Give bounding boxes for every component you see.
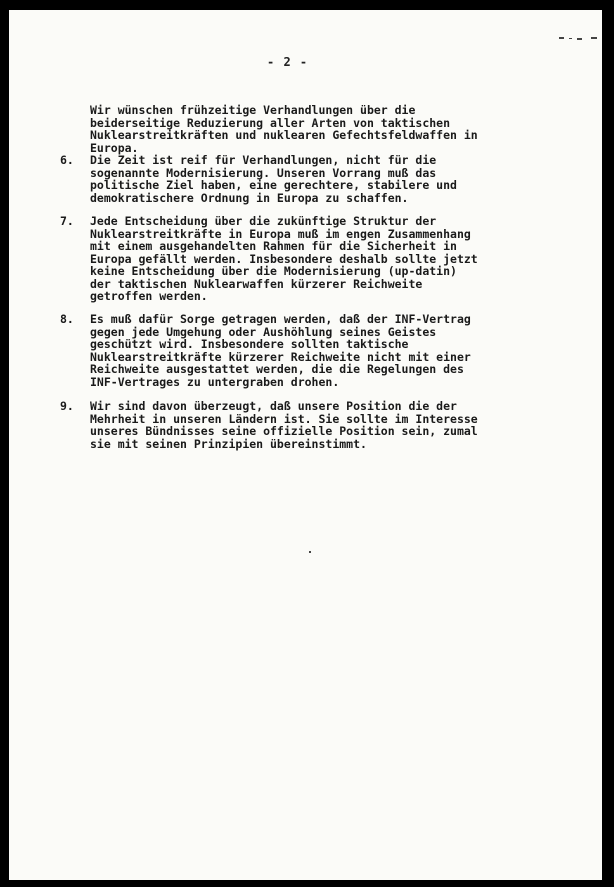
document-page	[9, 10, 602, 880]
scan-mark	[559, 37, 564, 39]
text-line: Jede Entscheidung über die zukünftige Struktur der	[90, 214, 437, 228]
text-line: geschützt wird. Insbesondere sollten taktische	[90, 337, 409, 351]
text-line: Nuklearstreitkräfte in Europa muß im engen Zusammenhang	[90, 226, 471, 241]
page-number: - 2 -	[267, 55, 309, 69]
paragraph-number: 8.	[60, 312, 74, 326]
text-line: Wir sind davon überzeugt, daß unsere Position die der	[90, 399, 457, 413]
paragraph-lines	[90, 104, 478, 154]
text-line: unseres Bündnisses seine offizielle Position sein, zumal	[90, 424, 478, 438]
paragraph-lines	[90, 400, 478, 450]
text-line: sogenannte Modernisierung. Unseren Vorrang muß das	[90, 165, 437, 180]
text-line: mit einem ausgehandelten Rahmen für die Sicherheit in	[90, 239, 457, 253]
paragraph-lines	[90, 215, 478, 303]
text-line: Nuklearstreitkräften und nuklearen Gefechtsfeldwaffen in	[90, 128, 478, 142]
text-line: sie mit seinen Prinzipien übereinstimmt.	[90, 436, 367, 451]
text-line: der taktischen Nuklearwaffen kürzerer Reichweite	[90, 276, 423, 291]
text-line: INF-Vertrages zu untergraben drohen.	[90, 374, 340, 389]
text-line: Wir wünschen frühzeitige Verhandlungen über die	[90, 103, 416, 117]
text-line: Europa.	[90, 140, 139, 155]
scan-mark	[309, 551, 311, 553]
paragraph-lines	[90, 313, 471, 388]
scan-mark	[569, 38, 572, 39]
text-line: demokratischere Ordnung in Europa zu schaffen.	[90, 190, 409, 205]
text-line: getroffen werden.	[90, 289, 208, 303]
text-line: Es muß dafür Sorge getragen werden, daß der INF-Vertrag	[90, 312, 471, 326]
paragraph-lines	[90, 154, 457, 204]
text-line: politische Ziel haben, eine gerechtere, stabilere und	[90, 178, 457, 192]
text-line: Mehrheit in unseren Ländern ist. Sie sollte im Interesse	[90, 411, 478, 426]
scan-mark	[591, 37, 597, 39]
paragraph-number: 6.	[60, 153, 74, 167]
text-line: Reichweite ausgestattet werden, die die Regelungen des	[90, 362, 464, 376]
text-line: beiderseitige Reduzierung aller Arten von taktischen	[90, 115, 451, 130]
text-line: Nuklearstreitkräfte kürzerer Reichweite nicht mit einer	[90, 349, 471, 364]
text-line: Europa gefällt werden. Insbesondere deshalb sollte jetzt	[90, 251, 478, 266]
text-line: keine Entscheidung über die Modernisierung (up-datin)	[90, 264, 457, 278]
paragraph-number: 7.	[60, 214, 74, 228]
text-line: Die Zeit ist reif für Verhandlungen, nicht für die	[90, 153, 437, 167]
text-line: gegen jede Umgehung oder Aushöhlung seines Geistes	[90, 324, 437, 339]
scan-mark	[577, 38, 582, 40]
paragraph-number: 9.	[60, 399, 74, 413]
